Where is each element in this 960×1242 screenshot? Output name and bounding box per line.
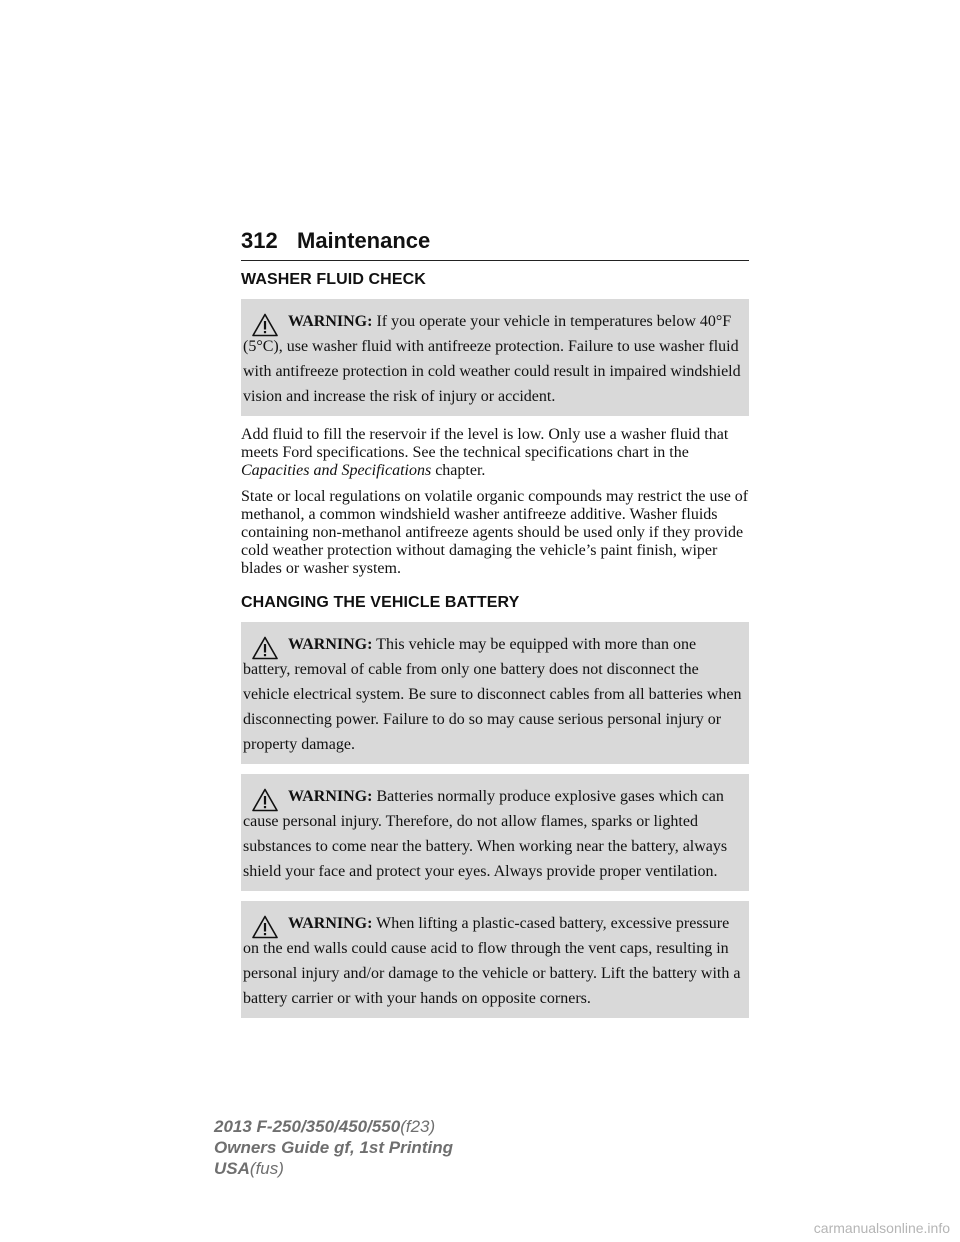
- chapter-reference: Capacities and Specifications: [241, 462, 432, 479]
- section-heading-washer-fluid: WASHER FLUID CHECK: [241, 271, 426, 288]
- warning-box: [241, 299, 749, 416]
- warning-triangle-icon: [252, 915, 278, 939]
- footer-line: Owners Guide gf, 1st Printing: [214, 1138, 453, 1157]
- section-heading-battery: CHANGING THE VEHICLE BATTERY: [241, 594, 520, 611]
- warning-text: Batteries normally produce explosive gases which can cause personal injury. Therefore, do not allow flames, sparks or lighted substances to come near the battery. When working near the battery, always shield your face and protect your eyes. Always provide proper ventilation.: [243, 788, 728, 880]
- warning-box: [241, 622, 749, 764]
- warning-label: WARNING:: [288, 636, 373, 653]
- paragraph-text: chapter.: [435, 462, 486, 479]
- warning-triangle-icon: [252, 313, 278, 337]
- watermark: carmanualsonline.info: [813, 1220, 950, 1236]
- warning-triangle-icon: [252, 788, 278, 812]
- page-number: 312: [241, 228, 278, 253]
- warning-text: If you operate your vehicle in temperatures below 40°F (5°C), use washer fluid with antifreeze protection. Failure to use washer fluid with antifreeze protection in cold weather could result in impaired windshield vision and increase the risk of injury or accident.: [243, 313, 741, 405]
- paragraph-add-fluid: [241, 426, 749, 480]
- paragraph-text: Add fluid to fill the reservoir if the level is low. Only use a washer fluid that meets Ford specifications. See the technical specifications chart in the: [241, 426, 729, 461]
- print-footer: [214, 1116, 453, 1179]
- warning-text: This vehicle may be equipped with more than one battery, removal of cable from only one battery does not disconnect the vehicle electrical system. Be sure to disconnect cables from all batteries when disconnecting power. Failure to do so may cause serious personal injury or property damage.: [243, 636, 742, 753]
- warning-label: WARNING:: [288, 313, 373, 330]
- warning-box: [241, 901, 749, 1018]
- warning-triangle-icon: [252, 636, 278, 660]
- chapter-title: Maintenance: [297, 228, 431, 253]
- manual-page: [241, 226, 749, 1028]
- footer-market: USA: [214, 1159, 250, 1178]
- warning-label: WARNING:: [288, 788, 373, 805]
- footer-line: [214, 1158, 453, 1179]
- footer-model: 2013 F-250/350/450/550: [214, 1117, 401, 1136]
- footer-line: [214, 1116, 453, 1137]
- warning-text: When lifting a plastic-cased battery, excessive pressure on the end walls could cause acid to flow through the vent caps, resulting in personal injury and/or damage to the vehicle or battery. Lift the battery with a battery carrier or with your hands on opposite corners.: [243, 915, 741, 1007]
- page-header: [241, 226, 749, 261]
- warning-label: WARNING:: [288, 915, 373, 932]
- warning-box: [241, 774, 749, 891]
- footer-code: (f23): [400, 1117, 436, 1136]
- footer-code: (fus): [249, 1159, 284, 1178]
- paragraph-regulations: State or local regulations on volatile organic compounds may restrict the use of methanol, a common windshield washer antifreeze additive. Washer fluids containing non-methanol antifreeze agents should be used only if they provide cold weather protection without damaging the vehicle’s paint finish, wiper blades or washer system.: [241, 488, 749, 577]
